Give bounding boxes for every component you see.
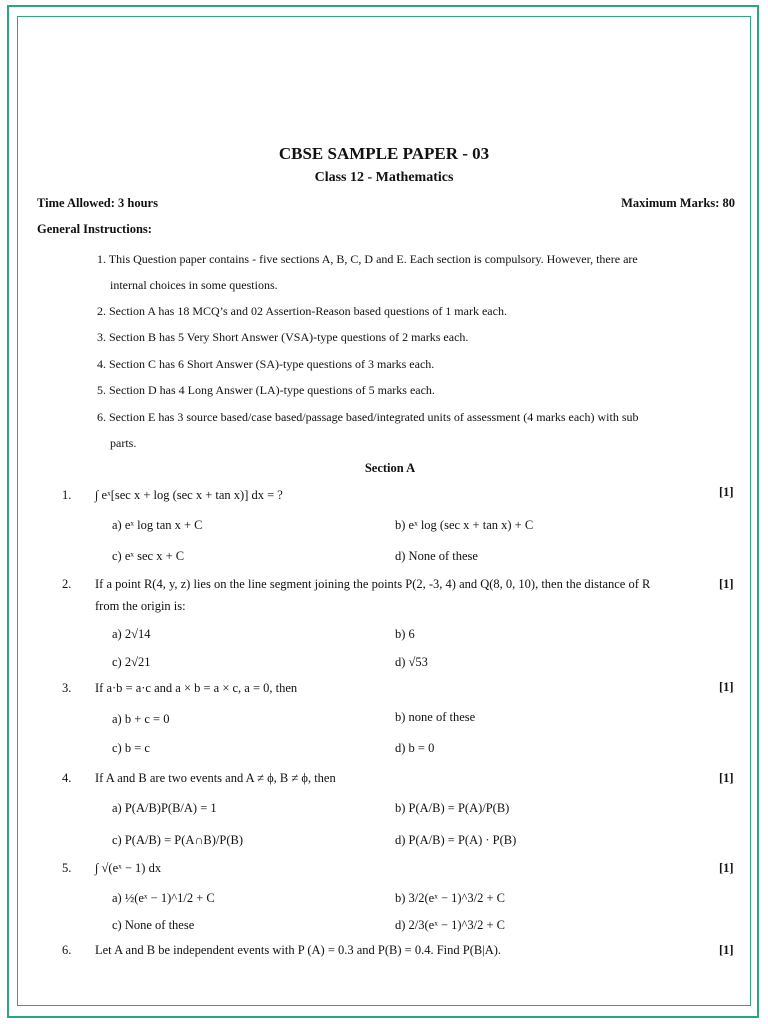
option-b: b) none of these [395,710,476,724]
page-border-inner [17,16,751,1006]
option-c: c) P(A/B) = P(A∩B)/P(B) [112,833,244,847]
question-number: 1. [62,488,72,502]
instruction-2: 2. Section A has 18 MCQ’s and 02 Assertion-Reason based questions of 1 mark each. [97,304,507,318]
option-b: b) 6 [395,627,415,641]
option-a: a) b + c = 0 [112,712,170,726]
option-a: a) ½(eˣ − 1)^1/2 + C [112,891,215,905]
general-instructions-heading: General Instructions: [37,222,152,236]
option-d: d) √53 [395,655,428,669]
instruction-5: 5. Section D has 4 Long Answer (LA)-type questions of 5 marks each. [97,383,435,397]
question-number: 4. [62,771,72,785]
question-text: If a point R(4, y, z) lies on the line segment joining the points P(2, -3, 4) and Q(8, 0, 10), then the distance of R [95,577,651,591]
option-d: d) None of these [395,549,478,563]
option-c: c) None of these [112,918,195,932]
option-a: a) P(A/B)P(B/A) = 1 [112,801,217,815]
question-number: 3. [62,681,72,695]
section-a-heading: Section A [364,461,416,475]
question-number: 2. [62,577,72,591]
option-d: d) 2/3(eˣ − 1)^3/2 + C [395,918,506,932]
instruction-3: 3. Section B has 5 Very Short Answer (VSA)-type questions of 2 marks each. [97,330,469,344]
paper-title: CBSE SAMPLE PAPER - 03 [278,144,490,163]
option-c: c) 2√21 [112,655,151,669]
option-b: b) 3/2(eˣ − 1)^3/2 + C [395,891,506,905]
instruction-1-cont: internal choices in some questions. [110,278,278,292]
question-marks: [1] [719,485,734,499]
question-marks: [1] [719,943,734,957]
question-marks: [1] [719,861,734,875]
option-b: b) P(A/B) = P(A)/P(B) [395,801,510,815]
question-text: ∫ eˣ[sec x + log (sec x + tan x)] dx = ? [95,488,283,502]
question-marks: [1] [719,680,734,694]
question-marks: [1] [719,771,734,785]
option-a: a) eˣ log tan x + C [112,518,203,532]
option-d: d) b = 0 [395,741,435,755]
question-text: ∫ √(eˣ − 1) dx [95,861,162,875]
instruction-1: 1. This Question paper contains - five sections A, B, C, D and E. Each section is compulsory. However, there are [97,252,638,266]
time-allowed: Time Allowed: 3 hours [37,196,158,210]
question-number: 6. [62,943,72,957]
question-text: If a·b = a·c and a × b = a × c, a = 0, then [95,681,298,695]
option-c: c) b = c [112,741,150,755]
instruction-6-cont: parts. [110,436,137,450]
question-text: If A and B are two events and A ≠ ϕ, B ≠ ϕ, then [95,771,336,785]
instruction-4: 4. Section C has 6 Short Answer (SA)-type questions of 3 marks each. [97,357,435,371]
option-b: b) eˣ log (sec x + tan x) + C [395,518,534,532]
maximum-marks: Maximum Marks: 80 [621,196,735,210]
question-text-cont: from the origin is: [95,599,186,613]
option-a: a) 2√14 [112,627,151,641]
question-number: 5. [62,861,72,875]
question-marks: [1] [719,577,734,591]
paper-subtitle: Class 12 - Mathematics [314,170,454,185]
question-text: Let A and B be independent events with P (A) = 0.3 and P(B) = 0.4. Find P(B|A). [95,943,502,957]
instruction-6: 6. Section E has 3 source based/case based/passage based/integrated units of assessment (4 marks each) with sub [97,410,639,424]
option-d: d) P(A/B) = P(A) · P(B) [395,833,517,847]
option-c: c) eˣ sec x + C [112,549,185,563]
